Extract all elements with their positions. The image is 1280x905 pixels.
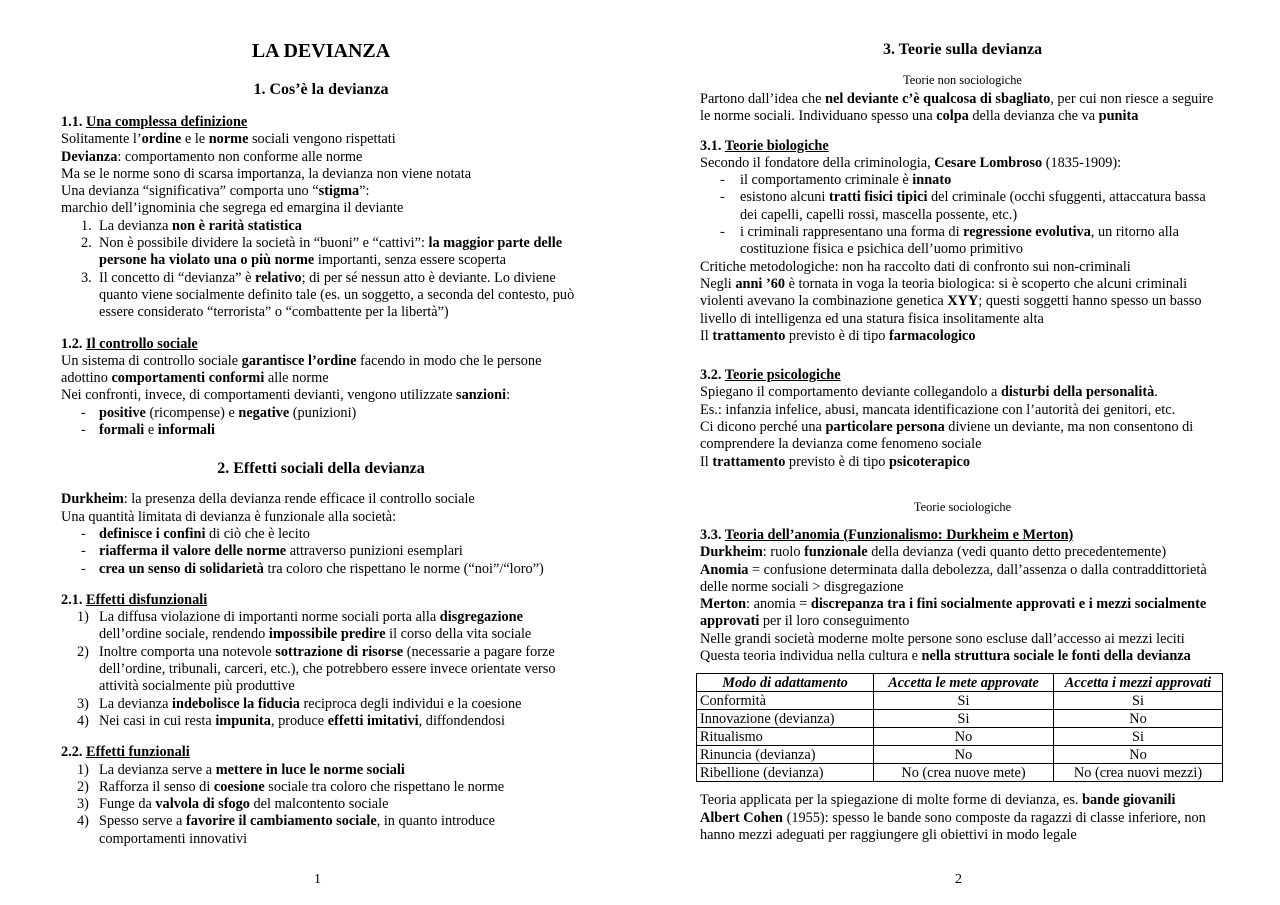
table-row — [697, 728, 1223, 746]
paragraph: Ci dicono perché una particolare persona diviene un deviante, ma non consentono di comprendere la devianza come fenomeno sociale — [700, 419, 1194, 453]
subsection-number: 3.1. — [700, 137, 722, 154]
paragraph: Solitamente l’ordine e le norme sociali vengono rispettati — [61, 131, 396, 148]
table-cell: No — [1054, 710, 1223, 728]
table-row — [697, 764, 1223, 782]
page-number: 1 — [314, 872, 321, 887]
table-cell: No (crea nuovi mezzi) — [1054, 764, 1223, 782]
paragraph: Ma se le norme sono di scarsa importanza, la devianza non viene notata — [61, 165, 472, 182]
paragraph: Secondo il fondatore della criminologia, Cesare Lombroso (1835-1909): — [700, 154, 1122, 171]
table-header-row — [697, 674, 1223, 692]
table-cell: Ritualismo — [697, 728, 874, 746]
paragraph: Durkheim: la presenza della devianza rende efficace il controllo sociale — [61, 491, 475, 508]
list-item: - i criminali rappresentano una forma di regressione evolutiva, un ritorno alla costituzione fisica e psichica dell’uomo primitivo — [720, 224, 1180, 258]
paragraph: Devianza: comportamento non conforme alle norme — [61, 148, 363, 165]
subsection-title: Teorie biologiche — [724, 137, 829, 154]
list-item: 2) Inoltre comporta una notevole sottrazione di risorse (necessarie a pagare forze dell’ordine, tribunali, carceri, etc.), che potrebbero essere invece orientate verso attività socialmente più produttive — [77, 643, 556, 695]
table-cell: Ribellione (devianza) — [697, 764, 874, 782]
list-item: 3. Il concetto di “devianza” è relativo; di per sé nessun atto è deviante. Lo diviene quanto viene socialmente definito tale (es. un soggetto, a seconda del contesto, può essere considerato “terrorista” o “combattente per la libertà”) — [81, 269, 575, 321]
subsection-number: 2.2. — [61, 744, 83, 761]
table-row — [697, 746, 1223, 764]
paragraph: Partono dall’idea che nel deviante c’è qualcosa di sbagliato, per cui non riesce a seguire le norme sociali. Individuano spesso una colpa della devianza che va punita — [700, 91, 1214, 125]
subsection-title: Teoria dell’anomia (Funzionalismo: Durkheim e Merton) — [724, 526, 1074, 543]
table-cell: No — [874, 728, 1054, 746]
section-1-heading: 1. Cos’è la devianza — [253, 81, 389, 98]
list-item: 1) La diffusa violazione di importanti norme sociali porta alla disgregazione dell’ordine sociale, rendendo impossibile predire il corso della vita sociale — [77, 609, 532, 643]
paragraph: Il trattamento previsto è di tipo psicoterapico — [700, 453, 970, 470]
subsection-3-2-heading — [700, 367, 1225, 384]
subsection-number: 2.1. — [61, 591, 83, 608]
paragraph: Teoria applicata per la spiegazione di molte forme di devianza, es. bande giovanili — [700, 792, 1176, 809]
paragraph: Merton: anomia = discrepanza tra i fini socialmente approvati e i mezzi socialmente approvati per il loro conseguimento — [700, 596, 1207, 630]
paragraph: Spiegano il comportamento deviante collegandolo a disturbi della personalità. — [700, 384, 1158, 401]
dash-list — [700, 172, 1225, 258]
adaptation-table — [696, 673, 1223, 782]
subsection-number: 3.2. — [700, 367, 722, 384]
document-title: LA DEVIANZA — [251, 40, 391, 62]
page-2 — [700, 0, 1225, 905]
subsection-3-3-heading — [700, 527, 1225, 544]
table-row — [697, 710, 1223, 728]
column-header: Accetta le mete approvate — [874, 674, 1054, 692]
paragraph: Critiche metodologiche: non ha raccolto dati di confronto sui non-criminali — [700, 258, 1131, 275]
table-cell: Si — [874, 710, 1054, 728]
paragraph: Durkheim: ruolo funzionale della devianza (vedi quanto detto precedentemente) — [700, 544, 1167, 561]
table-cell: No — [874, 746, 1054, 764]
section-2-heading: 2. Effetti sociali della devianza — [217, 460, 425, 478]
paragraph: Anomia = confusione determinata dalla debolezza, dall’assenza o dalla contraddittorietà delle norme sociali > disgregazione — [700, 561, 1207, 595]
category-heading: Teorie sociologiche — [913, 499, 1012, 514]
paragraph: marchio dell’ignominia che segrega ed emargina il deviante — [61, 200, 404, 217]
paragraph: Es.: infanzia infelice, abusi, mancata identificazione con l’autorità dei genitori, etc. — [700, 401, 1176, 418]
subsection-title: Una complessa definizione — [86, 114, 248, 130]
column-header: Modo di adattamento — [697, 674, 874, 692]
paragraph: Nelle grandi società moderne molte persone sono escluse dall’accesso ai mezzi leciti — [700, 630, 1185, 647]
paragraph: Una devianza “significativa” comporta uno “stigma”: — [61, 183, 370, 200]
table-cell: No (crea nuove mete) — [874, 764, 1054, 782]
subsection-1-2-heading — [61, 336, 581, 353]
subsection-title: Teorie psicologiche — [724, 367, 841, 384]
paragraph: Il trattamento previsto è di tipo farmacologico — [700, 327, 976, 344]
subsection-number: 1.2. — [61, 335, 83, 352]
paragraph: Una quantità limitata di devianza è funzionale alla società: — [61, 508, 397, 525]
category-heading: Teorie non sociologiche — [903, 73, 1022, 87]
paragraph: Albert Cohen (1955): spesso le bande sono composte da ragazzi di classe inferiore, non hanno mezzi adeguati per raggiungere gli obiettivi in modo legale — [700, 809, 1206, 843]
table-cell: No — [1054, 746, 1223, 764]
list-item: 1) La devianza serve a mettere in luce le norme sociali — [77, 761, 405, 778]
page-1 — [61, 0, 581, 905]
paragraph: Nei confronti, invece, di comportamenti devianti, vengono utilizzate sanzioni: — [61, 387, 511, 404]
list-item: - esistono alcuni tratti fisici tipici del criminale (occhi sfuggenti, attaccatura bassa dei capelli, capelli rossi, mascella possente, etc.) — [720, 189, 1206, 223]
paragraph: Questa teoria individua nella cultura e nella struttura sociale le fonti della devianza — [700, 648, 1191, 665]
numbered-list — [61, 762, 581, 848]
section-3-heading: 3. Teorie sulla devianza — [882, 41, 1043, 58]
table-cell: Conformità — [697, 692, 874, 710]
subsection-number: 3.3. — [700, 526, 722, 543]
subsection-2-1-heading — [61, 592, 581, 609]
numbered-list — [61, 218, 581, 322]
list-item: - crea un senso di solidarietà tra coloro che rispettano le norme (“noi”/“loro”) — [81, 560, 544, 577]
list-item: 4) Spesso serve a favorire il cambiamento sociale, in quanto introduce comportamenti innovativi — [77, 813, 496, 847]
table-cell: Si — [1054, 728, 1223, 746]
dash-list — [61, 526, 581, 578]
table-cell: Si — [1054, 692, 1223, 710]
subsection-title: Effetti disfunzionali — [86, 591, 208, 608]
dash-list — [61, 405, 581, 440]
paragraph: Un sistema di controllo sociale garantisce l’ordine facendo in modo che le persone adottino comportamenti conformi alle norme — [61, 352, 542, 387]
page-number: 2 — [955, 872, 962, 887]
subsection-title: Effetti funzionali — [86, 744, 190, 761]
subsection-title: Il controllo sociale — [86, 335, 198, 352]
subsection-3-1-heading — [700, 138, 1225, 155]
list-item: 3) La devianza indebolisce la fiducia reciproca degli individui e la coesione — [77, 695, 522, 712]
table-cell: Innovazione (devianza) — [697, 710, 874, 728]
table-row — [697, 692, 1223, 710]
list-item: - formali e informali — [81, 422, 215, 439]
subsection-number: 1.1. — [61, 114, 83, 130]
list-item: 2) Rafforza il senso di coesione sociale tra coloro che rispettano le norme — [77, 778, 505, 795]
list-item: - positive (ricompense) e negative (punizioni) — [81, 404, 357, 421]
subsection-1-1-heading — [61, 114, 581, 131]
subsection-2-2-heading — [61, 744, 581, 761]
list-item: 3) Funge da valvola di sfogo del malcontento sociale — [77, 796, 389, 813]
paragraph: Negli anni ’60 è tornata in voga la teoria biologica: si è scoperto che alcuni criminali violenti avevano la combinazione genetica XYY; questi soggetti hanno spesso un basso livello di intelligenza ed una statura fisica insolitamente alta — [700, 275, 1202, 327]
list-item: - il comportamento criminale è innato — [720, 172, 952, 189]
list-item: 1. La devianza non è rarità statistica — [81, 217, 302, 234]
column-header: Accetta i mezzi approvati — [1054, 674, 1223, 692]
list-item: 4) Nei casi in cui resta impunita, produce effetti imitativi, diffondendosi — [77, 712, 505, 729]
table-cell: Si — [874, 692, 1054, 710]
list-item: - definisce i confini di ciò che è lecito — [81, 525, 310, 542]
numbered-list — [61, 609, 581, 730]
list-item: 2. Non è possibile dividere la società in “buoni” e “cattivi”: la maggior parte delle persone ha violato una o più norme importanti, senza essere scoperta — [81, 235, 563, 269]
list-item: - riafferma il valore delle norme attraverso punizioni esemplari — [81, 543, 463, 560]
table-cell: Rinuncia (devianza) — [697, 746, 874, 764]
